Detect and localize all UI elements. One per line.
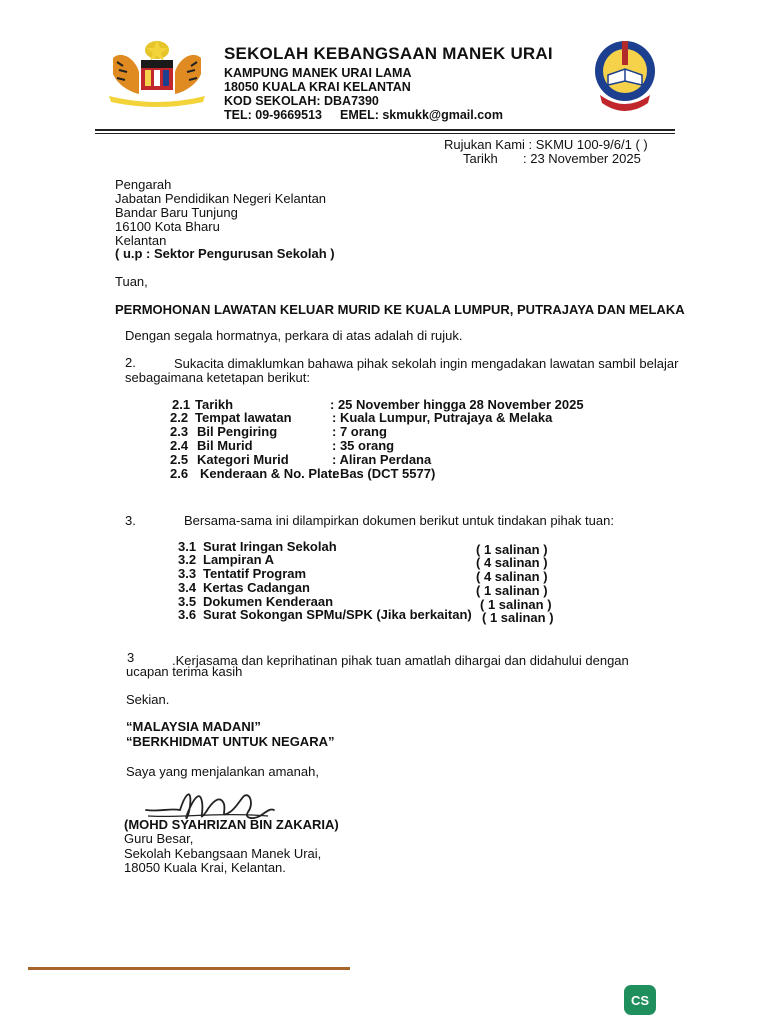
detail-num: 2.3 [170,424,189,439]
date-value: : 23 November 2025 [523,151,641,166]
detail-num: 2.6 [170,466,189,481]
attachment-name: Dokumen Kenderaan [203,594,334,609]
attachment-copies: ( 4 salinan ) [476,555,548,570]
detail-value: : 7 orang [332,424,387,439]
date-label: Tarikh [463,151,498,166]
detail-value: : Kuala Lumpur, Putrajaya & Melaka [332,410,553,425]
school-address-2: 18050 KUALA KRAI KELANTAN [224,80,411,94]
camscanner-badge: CS [624,985,656,1015]
paragraph-1: Dengan segala hormatnya, perkara di atas adalah di rujuk. [125,328,463,343]
detail-label: Kenderaan & No. Plate [200,466,340,481]
recipient-line: Kelantan [115,233,167,248]
closing-sekian: Sekian. [126,692,170,707]
attachment-copies: ( 4 salinan ) [476,569,548,584]
paragraph-4-number: 3 [127,650,135,665]
attachment-num: 3.3 [178,566,197,581]
detail-row [170,424,387,439]
attachment-copies: ( 1 salinan ) [482,610,554,625]
detail-row [170,438,395,453]
attachment-name: Lampiran A [203,552,275,567]
attachment-num: 3.5 [178,594,197,609]
detail-label: Bil Pengiring [197,424,278,439]
salutation: Tuan, [115,274,148,289]
attachment-num: 3.1 [178,539,197,554]
paragraph-2-number: 2. [125,355,136,370]
attachment-row [178,552,548,570]
detail-row [170,466,436,481]
detail-value: : Bas (DCT 5577) [332,466,436,481]
attachment-copies: ( 1 salinan ) [476,542,548,557]
recipient-line: 16100 Kota Bharu [115,219,220,234]
recipient-line: Jabatan Pendidikan Negeri Kelantan [115,191,327,206]
paragraph-3-text: Bersama-sama ini dilampirkan dokumen berikut untuk tindakan pihak tuan: [184,513,614,528]
detail-value: : 35 orang [332,438,395,453]
header-rule [95,129,675,131]
detail-row [170,410,553,425]
closing-amanah: Saya yang menjalankan amanah, [126,764,319,779]
detail-label: Bil Murid [197,438,253,453]
detail-num: 2.5 [170,452,189,467]
paragraph-4-line-2: ucapan terima kasih [126,664,243,679]
recipient-attention: ( u.p : Sektor Pengurusan Sekolah ) [115,246,335,261]
recipient-line: Bandar Baru Tunjung [115,205,238,220]
attachment-name: Tentatif Program [203,566,307,581]
detail-row [170,452,432,467]
school-crest-emblem [592,35,658,113]
motto-2: “BERKHIDMAT UNTUK NEGARA” [126,734,335,749]
attachment-num: 3.4 [178,580,197,595]
school-name: SEKOLAH KEBANGSAAN MANEK URAI [224,44,553,63]
attachment-row [178,607,554,625]
school-address-1: KAMPUNG MANEK URAI LAMA [224,66,412,80]
attachment-copies: ( 1 salinan ) [476,583,548,598]
detail-label: Tempat lawatan [195,410,292,425]
detail-label: Tarikh [195,397,234,412]
paragraph-2-line-1: Sukacita dimaklumkan bahawa pihak sekolah ingin mengadakan lawatan sambil belajar [174,356,679,371]
detail-label: Kategori Murid [197,452,289,467]
header-rule-thin [95,133,675,134]
footer-line [28,967,350,970]
detail-num: 2.1 [172,397,191,412]
attachment-row [178,566,548,584]
signatory-title: Guru Besar, [124,831,194,846]
letter-subject: PERMOHONAN LAWATAN KELUAR MURID KE KUALA LUMPUR, PUTRAJAYA DAN MELAKA [115,302,685,317]
recipient-line: Pengarah [115,177,172,192]
signatory-address: 18050 Kuala Krai, Kelantan. [124,860,286,875]
detail-value: : 25 November hingga 28 November 2025 [330,397,584,412]
attachment-name: Surat Iringan Sekolah [203,539,337,554]
detail-num: 2.4 [170,438,189,453]
reference-number: Rujukan Kami : SKMU 100-9/6/1 ( ) [444,137,648,152]
detail-value: : Aliran Perdana [332,452,432,467]
malaysia-coat-of-arms-emblem [103,38,211,108]
attachment-num: 3.2 [178,552,197,567]
paragraph-2-line-2: sebagaimana ketetapan berikut: [125,370,311,385]
attachment-name: Surat Sokongan SPMu/SPK (Jika berkaitan) [203,607,472,622]
school-email: EMEL: skmukk@gmail.com [340,108,503,122]
attachment-copies: ( 1 salinan ) [480,597,552,612]
paragraph-4-line-1: .Kerjasama dan keprihatinan pihak tuan amatlah dihargai dan didahului dengan [172,653,629,668]
school-code: KOD SEKOLAH: DBA7390 [224,94,379,108]
paragraph-3-number: 3. [125,513,136,528]
signatory-org: Sekolah Kebangsaan Manek Urai, [124,846,322,861]
attachment-name: Kertas Cadangan [203,580,310,595]
motto-1: “MALAYSIA MADANI” [126,719,261,734]
school-tel: TEL: 09-9669513 [224,108,322,122]
detail-num: 2.2 [170,410,189,425]
attachment-row [178,580,548,598]
signatory-name: (MOHD SYAHRIZAN BIN ZAKARIA) [124,817,339,832]
attachment-num: 3.6 [178,607,197,622]
